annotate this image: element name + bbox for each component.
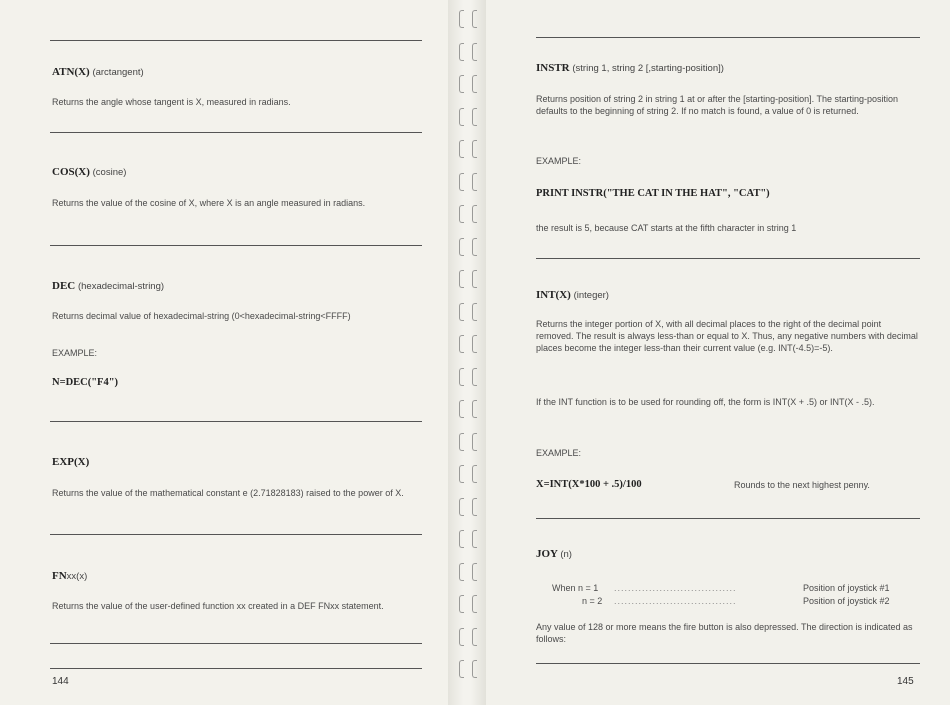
entry-cos-body: Returns the value of the cosine of X, where X is an angle measured in radians. bbox=[52, 198, 366, 208]
binding-ring bbox=[452, 595, 482, 611]
binding-ring bbox=[452, 205, 482, 221]
binding-ring bbox=[452, 498, 482, 514]
entry-instr-heading: INSTR (string 1, string 2 [,starting-position]) bbox=[536, 62, 724, 74]
page-number-left: 144 bbox=[52, 676, 69, 687]
entry-instr-result: the result is 5, because CAT starts at the fifth character in string 1 bbox=[536, 223, 797, 233]
binding-ring bbox=[452, 238, 482, 254]
entry-int-example: X=INT(X*100 + .5)/100 bbox=[536, 479, 642, 490]
joy-row-2-cond: n = 2 bbox=[582, 596, 603, 606]
entry-instr-example-label: EXAMPLE: bbox=[536, 156, 582, 166]
binding-ring bbox=[452, 368, 482, 384]
binding-ring bbox=[452, 108, 482, 124]
binding-ring bbox=[452, 465, 482, 481]
binding-ring bbox=[452, 628, 482, 644]
joy-row-2-desc: Position of joystick #2 bbox=[803, 596, 890, 606]
entry-fn-heading: FNxx(x) bbox=[52, 570, 88, 582]
binding-ring bbox=[452, 173, 482, 189]
divider bbox=[50, 643, 422, 644]
entry-int-example-label: EXAMPLE: bbox=[536, 448, 582, 458]
binding-ring bbox=[452, 75, 482, 91]
entry-exp-heading: EXP(X) bbox=[52, 456, 90, 468]
joy-row-1-cond: When n = 1 bbox=[552, 583, 599, 593]
entry-dec-example-label: EXAMPLE: bbox=[52, 348, 98, 358]
entry-int-body: Returns the integer portion of X, with all decimal places to the right of the decimal point removed. The result is always less-than or equal to X. Thus, any negative numbers with decimal places become the integer less-than their current value (e.g. INT(-4.5)=-5). bbox=[536, 319, 918, 353]
entry-cos-heading: COS(X) (cosine) bbox=[52, 166, 127, 178]
divider bbox=[50, 534, 422, 535]
binding-ring bbox=[452, 400, 482, 416]
divider bbox=[50, 421, 422, 422]
entry-instr-example: PRINT INSTR("THE CAT IN THE HAT", "CAT") bbox=[536, 188, 770, 199]
binding-ring bbox=[452, 140, 482, 156]
entry-atn-heading: ATN(X) (arctangent) bbox=[52, 66, 144, 78]
binding-ring bbox=[452, 10, 482, 26]
entry-dec-example: N=DEC("F4") bbox=[52, 377, 119, 388]
entry-int-heading: INT(X) (integer) bbox=[536, 289, 609, 301]
entry-joy-heading: JOY (n) bbox=[536, 548, 572, 560]
divider bbox=[536, 37, 920, 38]
binding-ring bbox=[452, 563, 482, 579]
binding-ring bbox=[452, 303, 482, 319]
joy-row-2-dots: ................................... bbox=[614, 596, 737, 606]
joy-row-1-dots: ................................... bbox=[614, 583, 737, 593]
page-number-right: 145 bbox=[897, 676, 914, 687]
entry-atn-body: Returns the angle whose tangent is X, measured in radians. bbox=[52, 97, 291, 107]
divider bbox=[536, 258, 920, 259]
divider bbox=[50, 668, 422, 669]
joy-row-1-desc: Position of joystick #1 bbox=[803, 583, 890, 593]
entry-exp-body: Returns the value of the mathematical constant e (2.71828183) raised to the power of X. bbox=[52, 488, 404, 498]
entry-dec-body: Returns decimal value of hexadecimal-string (0<hexadecimal-string<FFFF) bbox=[52, 311, 351, 321]
right-page bbox=[486, 0, 950, 705]
entry-fn-body: Returns the value of the user-defined function xx created in a DEF FNxx statement. bbox=[52, 601, 384, 611]
entry-int-example-note: Rounds to the next highest penny. bbox=[734, 480, 870, 490]
left-page bbox=[0, 0, 448, 705]
divider bbox=[536, 663, 920, 664]
binding-ring bbox=[452, 660, 482, 676]
entry-int-body2: If the INT function is to be used for rounding off, the form is INT(X + .5) or INT(X - .5). bbox=[536, 397, 875, 407]
divider bbox=[50, 40, 422, 41]
entry-instr-body: Returns position of string 2 in string 1 at or after the [starting-position]. The starting-position defaults to the beginning of string 2. If no match is found, a value of 0 is returned. bbox=[536, 94, 899, 116]
binding-ring bbox=[452, 43, 482, 59]
entry-joy-body: Any value of 128 or more means the fire button is also depressed. The direction is indicated as follows: bbox=[536, 622, 913, 644]
binding-ring bbox=[452, 335, 482, 351]
binding-ring bbox=[452, 270, 482, 286]
binding-ring bbox=[452, 530, 482, 546]
divider bbox=[536, 518, 920, 519]
entry-dec-heading: DEC (hexadecimal-string) bbox=[52, 280, 165, 292]
divider bbox=[50, 245, 422, 246]
divider bbox=[50, 132, 422, 133]
binding-ring bbox=[452, 433, 482, 449]
